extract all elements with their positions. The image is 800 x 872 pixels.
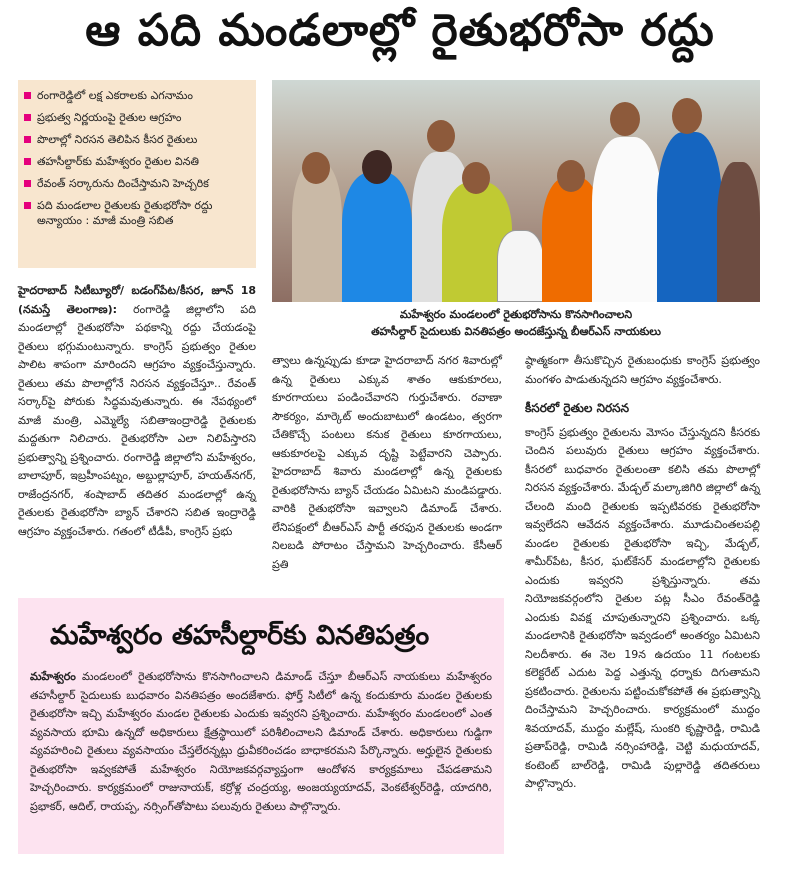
highlights-box xyxy=(18,80,256,268)
photo-figure-head xyxy=(427,120,455,152)
sidebar-body: మండలంలో రైతుభరోసాను కొనసాగించాలని డిమాండ్ చేస్తూ బీఆర్‌ఎస్ నాయకులు మహేశ్వరం తహసీల్దార్ సైదులుకు బుధవారం వినతిపత్రం అందజేశారు. ఫోర్త్ సిటీలో ఉన్న కందుకూరు మండల రైతులకు రైతుభరోసా ఇచ్చి మహేశ్వరం మండల రైతులకు ఎందుకు ఇవ్వరని ప్రశ్నించారు. మహేశ్వరం మండలంలో ఎంత వ్యవసాయ భూమి ఉన్నదో అధికారులు క్షేత్రస్థాయిలో పరిశీలించాలని డిమాండ్ చేశారు. అధికారులు గుడ్డిగా వ్యవహరించి రైతులు వ్యవసాయం చేస్తలేరన్నట్లు ధ్రువీకరించడం బాధాకరమని పేర్కొన్నారు. అర్హులైన రైతులకు రైతుభరోసా ఇవ్వకపోతే మహేశ్వరం నియోజకవర్గవ్యాప్తంగా ఆందోళన కార్యక్రమాలు చేపడతామని హెచ్చరించారు. కార్యక్రమంలో రాజునాయక్, కర్రోళ్ల చంద్రయ్య, అంజయ్యయాదవ్, వెంకటేశ్వర్‌రెడ్డి, యాదగిరి, ప్రభాకర్, ఆదిల్, రాయప్ప, నర్సింగ్‌తోపాటు పలువురు రైతులు పాల్గొన్నారు. xyxy=(30,670,492,813)
photo-figure-head xyxy=(610,102,640,136)
bullet-square-icon xyxy=(24,180,31,187)
photo-figure-head xyxy=(557,160,585,192)
highlight-item: రంగారెడ్డిలో లక్ష ఎకరాలకు ఎగనామం xyxy=(24,88,250,103)
article-text: రంగారెడ్డి జిల్లాలోని పది మండలాల్లో రైతుభరోసా పథకాన్ని రద్దు చేయడంపై రైతులు భగ్గుమంటున్నారు. కాంగ్రెస్ ప్రభుత్వం రైతుల పాలిట శాపంగా మారిందని ఆగ్రహం వ్యక్తంచేస్తున్నారు. రైతులు తమ పొలాల్లోనే నిరసన వ్యక్తంచేస్తూ.. రేవంత్ సర్కార్‌పై పోరుకు సిద్ధమవుతున్నారు. ఈ నేపథ్యంలో మాజీ మంత్రి, ఎమ్మెల్యే సబితాఇంద్రారెడ్డి రైతులకు మద్దతుగా నిలిచారు. రైతుభరోసా ఎలా నిలిపేస్తారని ప్రభుత్వాన్ని ప్రశ్నించారు. రంగారెడ్డి జిల్లాలోని మహేశ్వరం, బాలాపూర్, ఇబ్రహీంపట్నం, అబ్దుల్లాపూర్, హయత్‌నగర్, రాజేంద్రనగర్, శంషాబాద్ తదితర మండలాల్లో ఉన్న రైతులకు రైతుభరోసా బ్యాన్ చేశారని సబిత ఇంద్రారెడ్డి ఆగ్రహం వ్యక్తంచేశారు. గతంలో టీడీపీ, కాంగ్రెస్ ప్రభు xyxy=(18,302,256,538)
photo-figure-head xyxy=(362,150,392,184)
bullet-square-icon xyxy=(24,114,31,121)
bullet-square-icon xyxy=(24,158,31,165)
photo-caption-line1: మహేశ్వరం మండలంలో రైతుభరోసాను కొనసాగించాలని xyxy=(399,308,633,321)
highlight-item: రేవంత్ సర్కారును దించేస్తామని హెచ్చరిక xyxy=(24,176,250,191)
sidebar-title: మహేశ్వరం తహసీల్దార్‌కు వినతిపత్రం xyxy=(50,620,430,651)
highlight-item: పది మండలాల రైతులకు రైతుభరోసా రద్దు అన్యాయం : మాజీ మంత్రి సబిత xyxy=(24,198,250,228)
news-photo xyxy=(272,80,760,302)
article-column-1 xyxy=(18,282,256,541)
photo-figure-head xyxy=(462,162,490,194)
photo-caption-line2: తహసీల్దార్ సైదులుకు వినతిపత్రం అందజేస్తున్న బీఆర్‌ఎస్ నాయకులు xyxy=(371,325,661,338)
sidebar-box xyxy=(18,598,504,854)
photo-figure-head xyxy=(672,98,702,134)
sidebar-lead-word: మహేశ్వరం xyxy=(30,670,76,683)
article-column-2 xyxy=(272,352,502,574)
highlight-item: తహసీల్దార్‌కు మహేశ్వరం రైతుల వినతి xyxy=(24,154,250,169)
subheading: కీసరలో రైతుల నిరసన xyxy=(525,401,630,415)
dateline: హైదరాబాద్ సిటీబ్యూరో/ బడంగ్‌పేట/కీసర, జూన్ 18 (నమస్తే తెలంగాణ): xyxy=(18,284,256,316)
headline: ఆ పది మండలాల్లో రైతుభరోసా రద్దు xyxy=(85,5,715,56)
photo-figure xyxy=(717,162,760,302)
article-column-3 xyxy=(525,352,760,794)
article-text: త్వాలు ఉన్నప్పుడు కూడా హైదరాబాద్ నగర శివారుల్లో ఉన్న రైతులు ఎక్కువ శాతం ఆకుకూరలు, కూరగాయలు పండించేవారని గుర్తుచేశారు. రవాణా సౌకర్యం, మార్కెట్ అందుబాటులో ఉండటం, త్వరగా చేతికొచ్చే పంటలు కనుక రైతులు కూరగాయలు, ఆకుకూరలపై ఎక్కువ దృష్టి పెట్టేవారని చెప్పారు. హైదరాబాద్ శివారు మండలాల్లో ఉన్న రైతులకు రైతుభరోసాను బ్యాన్ చేయడం ఏమిటని మండిపడ్డారు. వారికి రైతుభరోసా ఇవ్వాలని డిమాండ్ చేశారు. లేనిపక్షంలో బీఆర్‌ఎస్ పార్టీ తరఫున రైతులకు అండగా నిలబడి పోరాటం చేస్తామని హెచ్చరించారు. కేసీఆర్ ప్రతి xyxy=(272,354,502,571)
highlight-item: ప్రభుత్వ నిర్ణయంపై రైతుల ఆగ్రహం xyxy=(24,110,250,125)
photo-caption xyxy=(272,306,760,340)
highlights-list xyxy=(24,88,250,228)
sidebar-text xyxy=(30,668,492,816)
bullet-square-icon xyxy=(24,92,31,99)
photo-figure xyxy=(592,137,662,302)
bullet-square-icon xyxy=(24,202,31,209)
article-text: కాంగ్రెస్ ప్రభుత్వం రైతులను మోసం చేస్తున్నదని కీసరకు చెందిన పలువురు రైతులు ఆగ్రహం వ్యక్తంచేశారు. కీసరలో బుధవారం రైతులంతా కలిసి తమ పొలాల్లో నిరసన వ్యక్తంచేశారు. మేడ్చల్ మల్కాజిగిరి జిల్లాలో ఉన్న చేలంది మంది రైతులకు ఇప్పటివరకు రైతుభరోసా ఇవ్వలేదని ఆవేదన వ్యక్తంచేశారు. మూడుచింతలపల్లి మండల రైతులకు రైతుభరోసా ఇచ్చి, మేడ్చల్, శామీర్‌పేట, కీసర, ఘట్‌కేసర్ మండలాల్లోని రైతులకు ఎందుకు ఇవ్వరని ప్రశ్నిస్తున్నారు. తమ నియోజకవర్గంలోని రైతుల పట్ల సీఎం రేవంత్‌రెడ్డి ఎందుకు వివక్ష చూపుతున్నారని ప్రశ్నించారు. ఒక్క మండలానికి రైతుభరోసా ఇవ్వడంలో అంతర్యం ఏమిటని నిలదీశారు. ఈ నెల 19న ఉదయం 11 గంటలకు కలెక్టరేట్ ఎదుట పెద్ద ఎత్తున్న ధర్నాకు దిగుతామని ప్రకటించారు. రైతులను పట్టించుకోకపోతే ఈ ప్రభుత్వాన్ని దించేస్తామని హెచ్చరించారు. కార్యక్రమంలో ముద్దం శివయాదవ్, ముద్దం మల్లేష్, సుంకరి కృష్ణారెడ్డి, రామిడి ప్రతాప్‌రెడ్డి, రామిడి నర్సింహారెడ్డి, చెట్టి మధుయాదవ్, కంటెంట్ బాల్‌రెడ్డి, రామిడి పుల్లారెడ్డి తదితరులు పాల్గొన్నారు. xyxy=(525,425,760,790)
photo-figure xyxy=(657,132,722,302)
photo-figure xyxy=(342,172,412,302)
photo-figure-head xyxy=(302,152,330,184)
photo-figure xyxy=(497,230,544,302)
highlight-item: పొలాల్లో నిరసన తెలిపిన కీసర రైతులు xyxy=(24,132,250,147)
article-text: ష్ఠాత్మకంగా తీసుకొచ్చిన రైతుబంధుకు కాంగ్రెస్ ప్రభుత్వం మంగళం పాడుతున్నదని ఆగ్రహం వ్యక్తంచేశారు. xyxy=(525,354,760,386)
bullet-square-icon xyxy=(24,136,31,143)
